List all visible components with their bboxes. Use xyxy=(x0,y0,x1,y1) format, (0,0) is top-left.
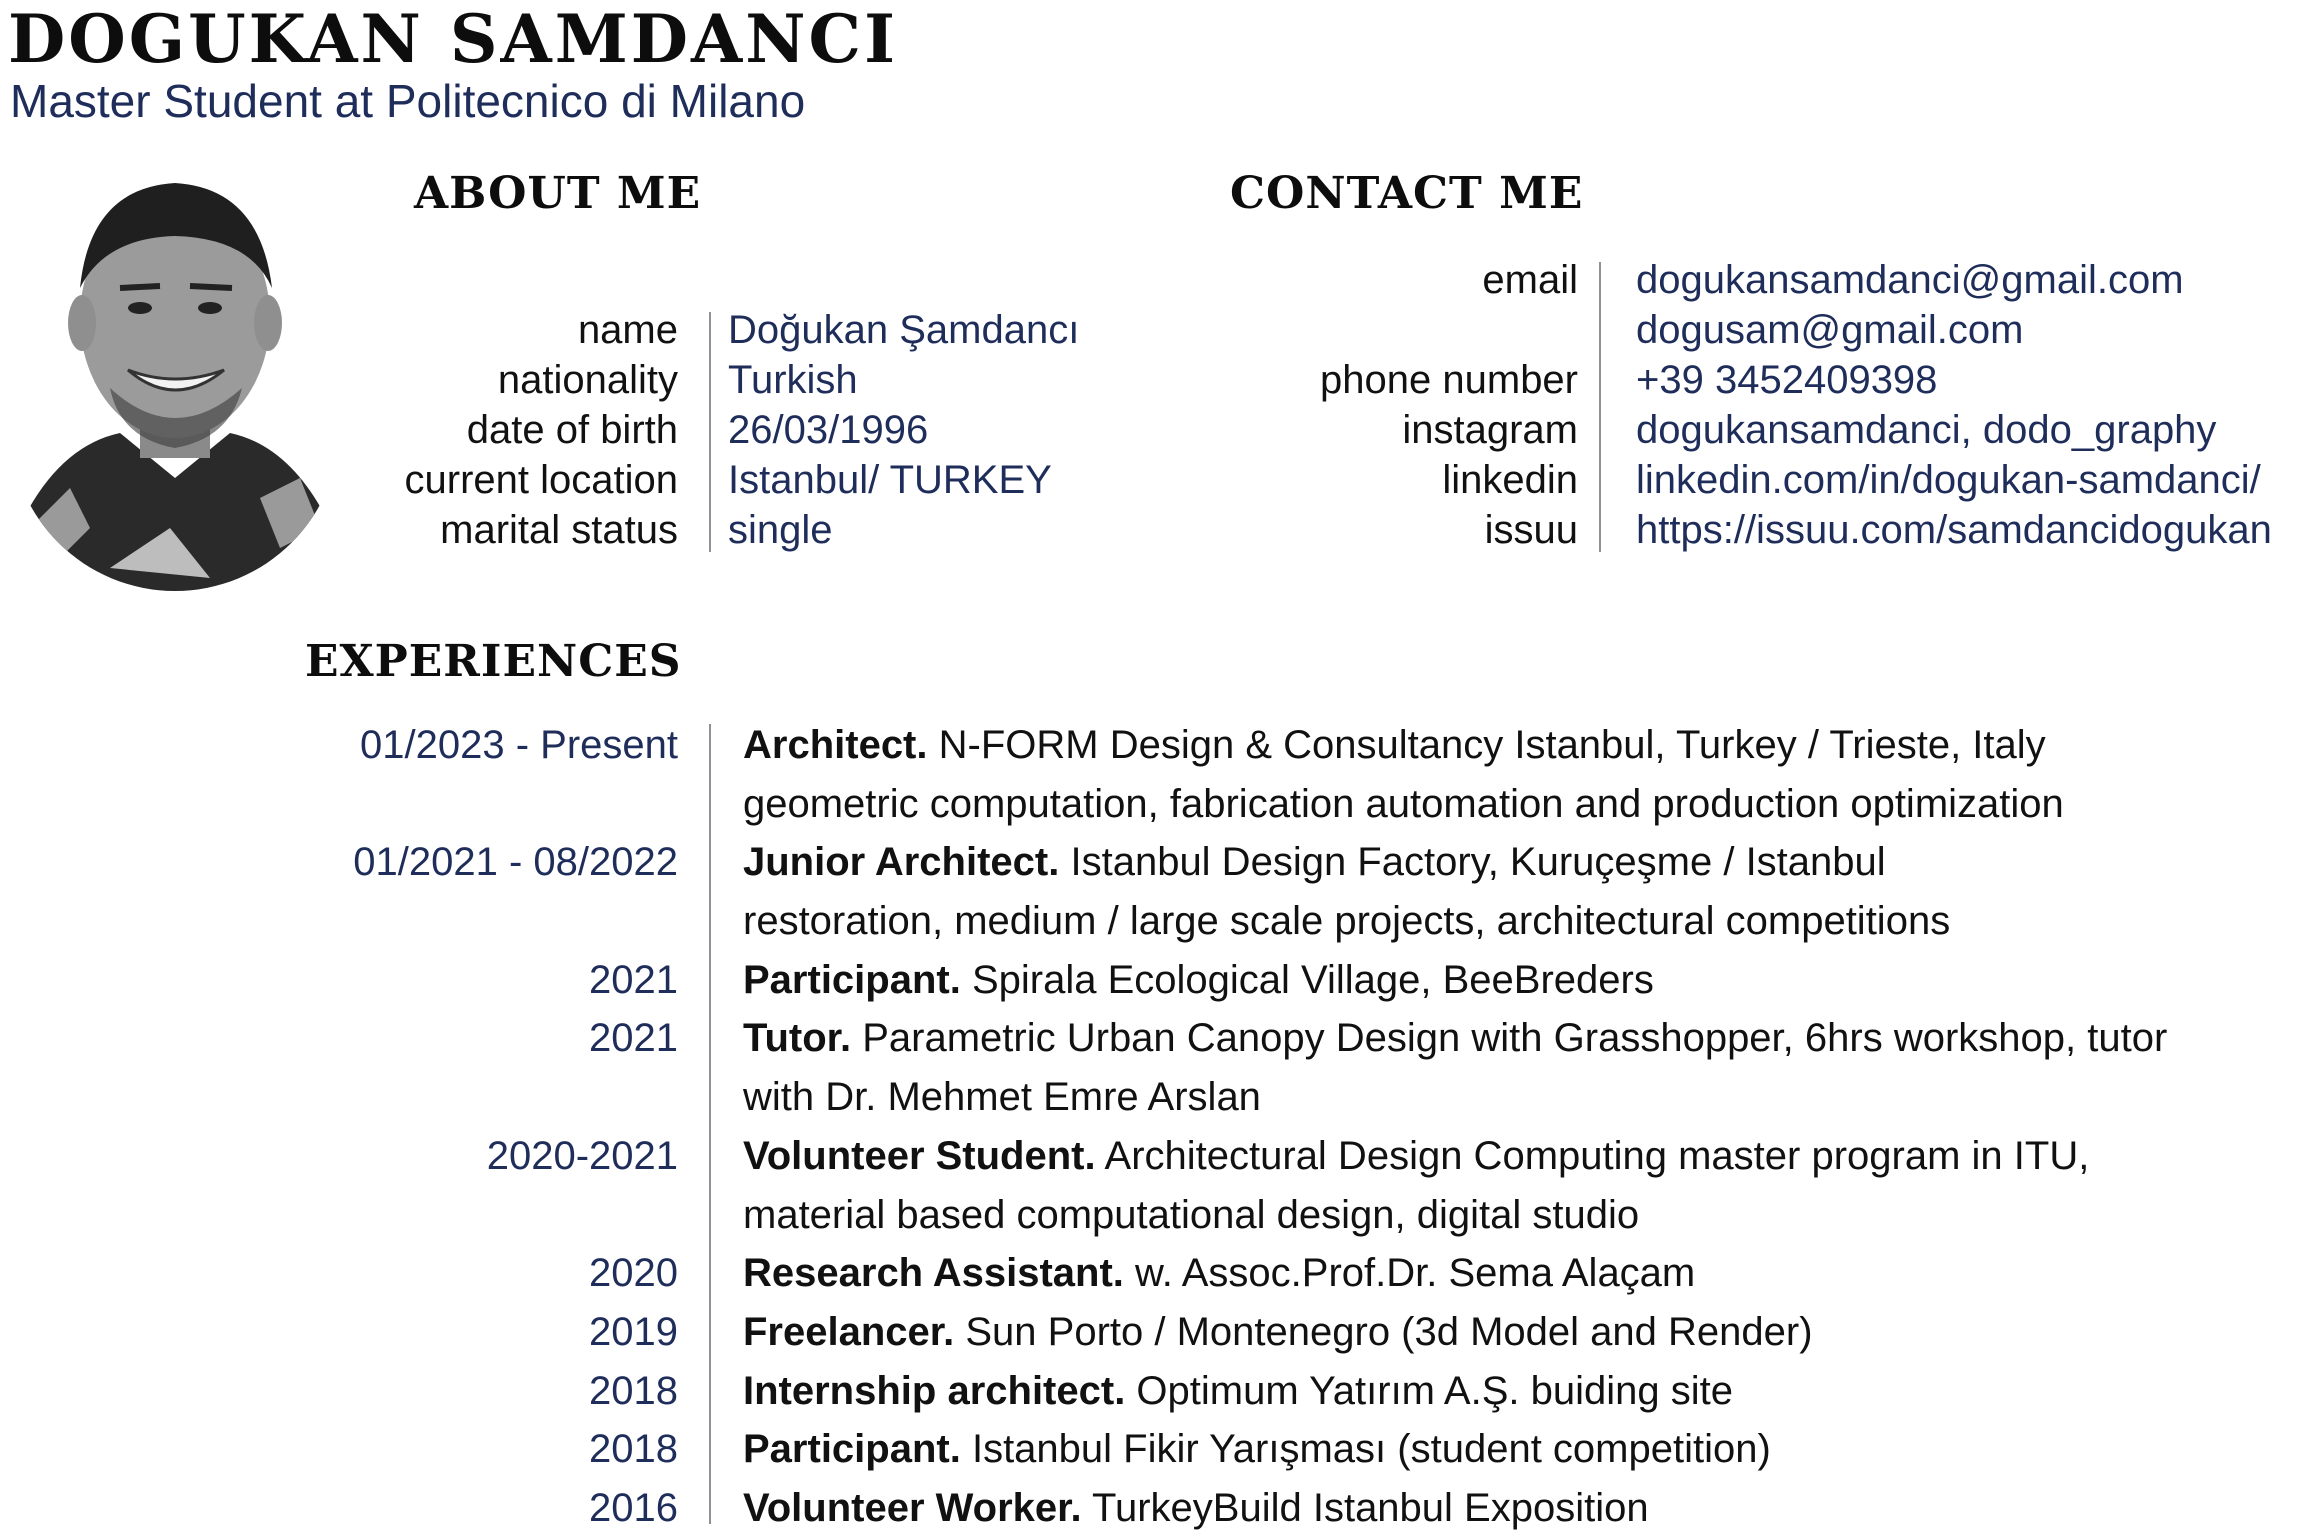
experience-detail-2: restoration, medium / large scale projects, architectural competitions xyxy=(743,899,1951,944)
experience-role: Junior Architect. xyxy=(743,840,1060,885)
about-value: Istanbul/ TURKEY xyxy=(728,458,1052,502)
experience-role: Internship architect. xyxy=(743,1368,1126,1413)
about-label: nationality xyxy=(497,358,678,402)
contact-label: email xyxy=(1482,258,1578,302)
experience-detail-2: geometric computation, fabrication automation and production optimization xyxy=(743,781,2064,826)
experience-date: 2021 xyxy=(589,957,678,1002)
experience-entry xyxy=(743,1009,2167,1126)
experience-date: 2020-2021 xyxy=(486,1133,678,1178)
experience-role: Participant. xyxy=(743,957,961,1002)
experience-detail: Sun Porto / Montenegro (3d Model and Render) xyxy=(954,1309,1813,1354)
experience-entries xyxy=(743,716,2167,1538)
about-value: 26/03/1996 xyxy=(728,408,929,452)
experience-date: 2020 xyxy=(589,1251,678,1296)
contact-label xyxy=(1150,305,1578,355)
experience-entry xyxy=(743,1479,2167,1538)
experiences-heading: EXPERIENCES xyxy=(305,636,682,687)
experience-role: Volunteer Worker. xyxy=(743,1486,1082,1530)
contact-label: issuu xyxy=(1484,508,1578,552)
experience-detail-2: material based computational design, digital studio xyxy=(743,1192,1640,1237)
experience-role: Tutor. xyxy=(743,1016,852,1061)
experience-dates xyxy=(230,716,678,1538)
about-value: single xyxy=(728,508,833,552)
experience-date: 01/2023 - Present xyxy=(360,723,678,767)
experience-detail-2: with Dr. Mehmet Emre Arslan xyxy=(743,1075,1261,1120)
about-label: marital status xyxy=(440,508,678,552)
experience-date: 2018 xyxy=(589,1368,678,1413)
about-value: Turkish xyxy=(728,358,858,402)
experience-role: Volunteer Student. xyxy=(743,1133,1096,1178)
experience-detail: Istanbul Design Factory, Kuruçeşme / Istanbul xyxy=(1059,840,1886,885)
experience-entry xyxy=(743,1127,2167,1244)
experience-detail: TurkeyBuild Istanbul Exposition xyxy=(1081,1486,1649,1530)
experience-detail: Spirala Ecological Village, BeeBreders xyxy=(960,957,1654,1002)
experience-divider xyxy=(709,724,711,1524)
about-values xyxy=(728,305,1079,555)
contact-label: phone number xyxy=(1320,358,1578,402)
about-label: current location xyxy=(404,458,678,502)
experience-date: 2019 xyxy=(589,1309,678,1354)
experience-detail: Optimum Yatırım A.Ş. buiding site xyxy=(1125,1368,1733,1413)
experience-detail: Istanbul Fikir Yarışması (student competition) xyxy=(960,1427,1771,1472)
contact-heading: CONTACT ME xyxy=(1230,168,1584,219)
experience-entry xyxy=(743,1362,2167,1421)
about-label: name xyxy=(577,308,678,352)
email-link[interactable]: dogusam@gmail.com xyxy=(1636,308,2024,352)
contact-values xyxy=(1636,255,2272,555)
experience-detail: Parametric Urban Canopy Design with Grasshopper, 6hrs workshop, tutor xyxy=(851,1016,2168,1061)
experience-entry xyxy=(743,716,2167,833)
experience-role: Research Assistant. xyxy=(743,1251,1124,1296)
experience-role: Architect. xyxy=(743,723,928,767)
experience-date: 2021 xyxy=(589,1016,678,1061)
contact-label: instagram xyxy=(1402,408,1578,452)
experience-date: 2018 xyxy=(589,1427,678,1472)
instagram-link[interactable]: dogukansamdanci, dodo_graphy xyxy=(1636,408,2217,452)
experience-role: Freelancer. xyxy=(743,1309,955,1354)
experience-detail: w. Assoc.Prof.Dr. Sema Alaçam xyxy=(1123,1251,1696,1296)
experience-date: 01/2021 - 08/2022 xyxy=(353,840,678,885)
about-value: Doğukan Şamdancı xyxy=(728,308,1080,352)
email-link[interactable]: dogukansamdanci@gmail.com xyxy=(1636,258,2184,302)
experience-detail: Architectural Design Computing master program in ITU, xyxy=(1095,1133,2090,1178)
contact-labels xyxy=(1150,255,1578,555)
linkedin-link[interactable]: linkedin.com/in/dogukan-samdanci/ xyxy=(1636,458,2261,502)
about-heading: ABOUT ME xyxy=(414,168,702,219)
experience-entry xyxy=(743,1420,2167,1479)
subtitle: Master Student at Politecnico di Milano xyxy=(10,75,806,127)
contact-label: linkedin xyxy=(1442,458,1578,502)
page-title: DOGUKAN SAMDANCI xyxy=(8,0,898,78)
contact-divider xyxy=(1599,262,1601,552)
about-labels xyxy=(290,305,678,555)
experience-entry xyxy=(743,1244,2167,1303)
experience-role: Participant. xyxy=(743,1427,961,1472)
issuu-link[interactable]: https://issuu.com/samdancidogukan xyxy=(1636,508,2272,552)
experience-detail: N-FORM Design & Consultancy Istanbul, Turkey / Trieste, Italy xyxy=(927,723,2046,767)
about-divider xyxy=(709,312,711,552)
experience-entry xyxy=(743,951,2167,1010)
experience-entry xyxy=(743,1303,2167,1362)
phone-link[interactable]: +39 3452409398 xyxy=(1636,358,1938,402)
experience-date: 2016 xyxy=(589,1486,678,1530)
experience-entry xyxy=(743,833,2167,950)
about-label: date of birth xyxy=(466,408,678,452)
